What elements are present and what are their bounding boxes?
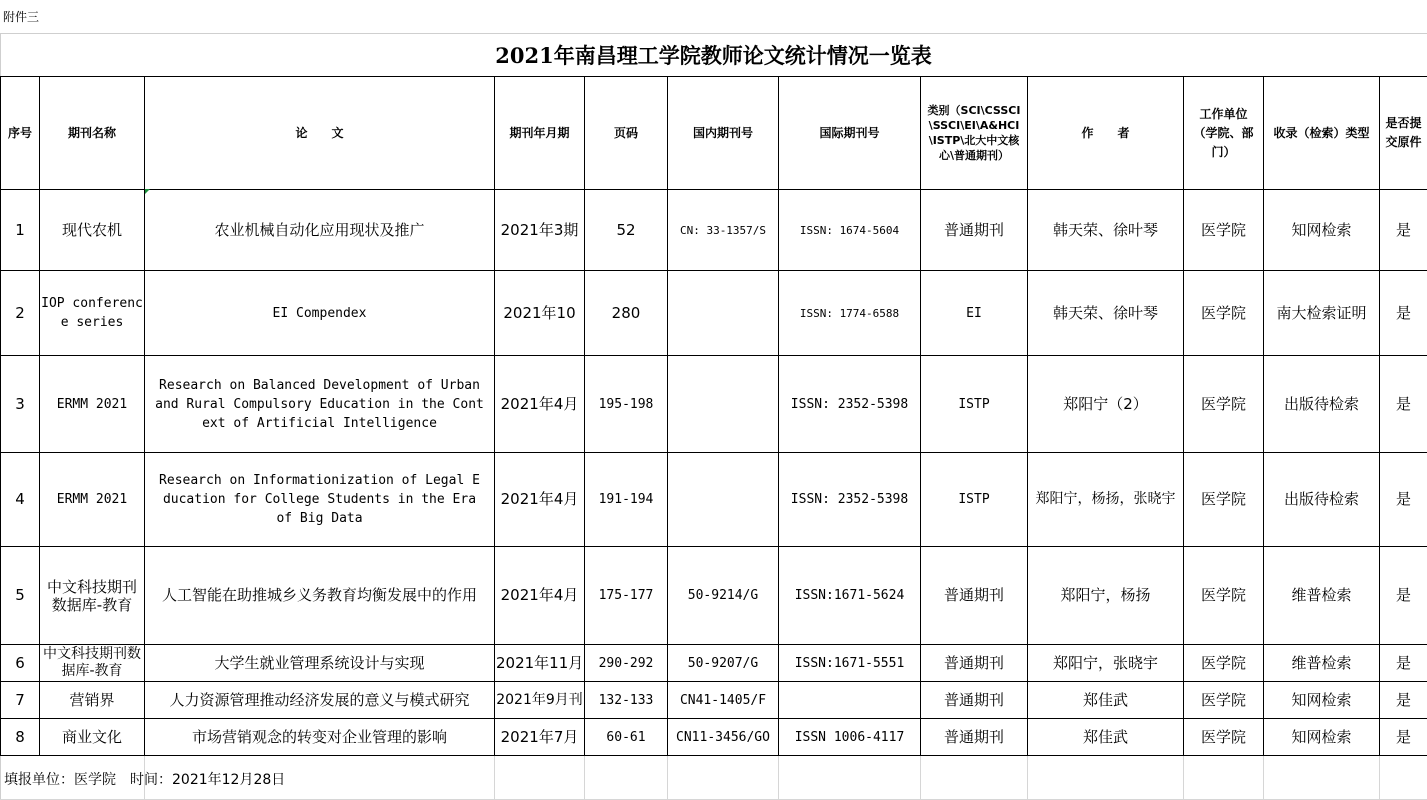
cell-date[interactable]: 2021年10 bbox=[495, 271, 585, 356]
cell-author[interactable]: 郑佳武 bbox=[1028, 682, 1184, 719]
table-row bbox=[1, 453, 1427, 547]
header-row bbox=[1, 77, 1427, 190]
cell-cn[interactable]: CN11-3456/GO bbox=[668, 719, 779, 756]
gridline bbox=[667, 756, 668, 800]
cell-issn[interactable] bbox=[779, 682, 921, 719]
cell-category[interactable]: ISTP bbox=[921, 453, 1028, 547]
footer bbox=[4, 769, 285, 789]
cell-pages[interactable]: 60-61 bbox=[585, 719, 668, 756]
gridline bbox=[1263, 756, 1264, 800]
cell-author[interactable]: 韩天荣、徐叶琴 bbox=[1028, 190, 1184, 271]
cell-index[interactable]: 知网检索 bbox=[1264, 719, 1380, 756]
header-issn: 国际期刊号 bbox=[779, 77, 921, 190]
cell-pages[interactable]: 52 bbox=[585, 190, 668, 271]
cell-no[interactable]: 6 bbox=[1, 645, 40, 682]
cell-paper[interactable]: Research on Informationization of Legal Education for College Students in the Era of Big Data bbox=[145, 453, 495, 547]
cell-paper[interactable]: 市场营销观念的转变对企业管理的影响 bbox=[145, 719, 495, 756]
cell-no[interactable]: 1 bbox=[1, 190, 40, 271]
table-row bbox=[1, 547, 1427, 645]
cell-cn[interactable] bbox=[668, 356, 779, 453]
table-row bbox=[1, 356, 1427, 453]
gridline bbox=[920, 756, 921, 800]
header-date: 期刊年月期 bbox=[495, 77, 585, 190]
cell-pages[interactable]: 280 bbox=[585, 271, 668, 356]
cell-index[interactable]: 维普检索 bbox=[1264, 547, 1380, 645]
cell-journal[interactable]: 营销界 bbox=[40, 682, 145, 719]
header-journal: 期刊名称 bbox=[40, 77, 145, 190]
cell-unit[interactable]: 医学院 bbox=[1184, 271, 1264, 356]
cell-original[interactable]: 是 bbox=[1380, 719, 1427, 756]
table-row bbox=[1, 190, 1427, 271]
cell-index[interactable]: 南大检索证明 bbox=[1264, 271, 1380, 356]
cell-category[interactable]: 普通期刊 bbox=[921, 547, 1028, 645]
footer-time: 时间：2021年12月28日 bbox=[130, 772, 286, 788]
cell-date[interactable]: 2021年7月 bbox=[495, 719, 585, 756]
cell-no[interactable]: 2 bbox=[1, 271, 40, 356]
attachment-label: 附件三 bbox=[3, 10, 40, 24]
cell-unit[interactable]: 医学院 bbox=[1184, 719, 1264, 756]
cell-date[interactable]: 2021年11月 bbox=[495, 645, 585, 682]
cell-category[interactable]: 普通期刊 bbox=[921, 719, 1028, 756]
cell-paper[interactable]: 大学生就业管理系统设计与实现 bbox=[145, 645, 495, 682]
cell-issn[interactable]: ISSN: 1774-6588 bbox=[779, 271, 921, 356]
cell-pages[interactable]: 191-194 bbox=[585, 453, 668, 547]
table-row bbox=[1, 682, 1427, 719]
cell-original[interactable]: 是 bbox=[1380, 271, 1427, 356]
table-row bbox=[1, 645, 1427, 682]
cell-author[interactable]: 郑阳宁，杨扬 bbox=[1028, 547, 1184, 645]
header-pages: 页码 bbox=[585, 77, 668, 190]
cell-issn[interactable]: ISSN: 2352-5398 bbox=[779, 356, 921, 453]
cell-pages[interactable]: 132-133 bbox=[585, 682, 668, 719]
cell-cn[interactable]: CN41-1405/F bbox=[668, 682, 779, 719]
cell-journal[interactable]: 商业文化 bbox=[40, 719, 145, 756]
cell-unit[interactable]: 医学院 bbox=[1184, 547, 1264, 645]
cell-author[interactable]: 韩天荣、徐叶琴 bbox=[1028, 271, 1184, 356]
cell-category[interactable]: 普通期刊 bbox=[921, 645, 1028, 682]
cell-index[interactable]: 知网检索 bbox=[1264, 190, 1380, 271]
cell-category[interactable]: ISTP bbox=[921, 356, 1028, 453]
cell-unit[interactable]: 医学院 bbox=[1184, 190, 1264, 271]
cell-paper[interactable]: 人力资源管理推动经济发展的意义与模式研究 bbox=[145, 682, 495, 719]
cell-original[interactable]: 是 bbox=[1380, 682, 1427, 719]
gridline bbox=[778, 756, 779, 800]
cell-paper[interactable]: 农业机械自动化应用现状及推广 bbox=[145, 190, 495, 271]
page-title: 2021年南昌理工学院教师论文统计情况一览表 bbox=[495, 43, 932, 68]
cell-no[interactable]: 4 bbox=[1, 453, 40, 547]
header-cn: 国内期刊号 bbox=[668, 77, 779, 190]
cell-category[interactable]: 普通期刊 bbox=[921, 682, 1028, 719]
cell-issn[interactable]: ISSN:1671-5551 bbox=[779, 645, 921, 682]
cell-unit[interactable]: 医学院 bbox=[1184, 356, 1264, 453]
gridline bbox=[1379, 756, 1380, 800]
cell-pages[interactable]: 175-177 bbox=[585, 547, 668, 645]
cell-pages[interactable]: 195-198 bbox=[585, 356, 668, 453]
cell-issn[interactable]: ISSN:1671-5624 bbox=[779, 547, 921, 645]
cell-original[interactable]: 是 bbox=[1380, 190, 1427, 271]
cell-journal[interactable]: ERMM 2021 bbox=[40, 453, 145, 547]
cell-author[interactable]: 郑阳宁，杨扬，张晓宇 bbox=[1028, 453, 1184, 547]
cell-date[interactable]: 2021年9月刊 bbox=[495, 682, 585, 719]
gridline bbox=[494, 756, 495, 800]
header-index: 收录（检索）类型 bbox=[1264, 77, 1380, 190]
header-unit: 工作单位（学院、部门） bbox=[1184, 77, 1264, 190]
cell-cn[interactable]: 50-9207/G bbox=[668, 645, 779, 682]
cell-author[interactable]: 郑阳宁（2） bbox=[1028, 356, 1184, 453]
cell-journal[interactable]: 中文科技期刊数据库-教育 bbox=[40, 547, 145, 645]
cell-date[interactable]: 2021年3期 bbox=[495, 190, 585, 271]
table-row bbox=[1, 719, 1427, 756]
cell-no[interactable]: 3 bbox=[1, 356, 40, 453]
gridline bbox=[1027, 756, 1028, 800]
cell-journal[interactable]: IOP conference series bbox=[40, 271, 145, 356]
cell-author[interactable]: 郑佳武 bbox=[1028, 719, 1184, 756]
cell-paper[interactable]: 人工智能在助推城乡义务教育均衡发展中的作用 bbox=[145, 547, 495, 645]
cell-journal[interactable]: 现代农机 bbox=[40, 190, 145, 271]
header-author: 作 者 bbox=[1028, 77, 1184, 190]
cell-category[interactable]: 普通期刊 bbox=[921, 190, 1028, 271]
comment-indicator-icon bbox=[145, 189, 150, 194]
cell-journal[interactable]: ERMM 2021 bbox=[40, 356, 145, 453]
cell-paper[interactable]: EI Compendex bbox=[145, 271, 495, 356]
cell-pages[interactable]: 290-292 bbox=[585, 645, 668, 682]
header-category: 类别（SCI\CSSCI\SSCI\EI\A&HCI\ISTP\北大中文核心\普通期刊） bbox=[921, 77, 1028, 190]
cell-original[interactable]: 是 bbox=[1380, 645, 1427, 682]
cell-index[interactable]: 知网检索 bbox=[1264, 682, 1380, 719]
gridline bbox=[1183, 756, 1184, 800]
cell-cn[interactable] bbox=[668, 453, 779, 547]
cell-index[interactable]: 出版待检索 bbox=[1264, 356, 1380, 453]
cell-no[interactable]: 7 bbox=[1, 682, 40, 719]
cell-original[interactable]: 是 bbox=[1380, 356, 1427, 453]
cell-cn[interactable] bbox=[668, 271, 779, 356]
cell-original[interactable]: 是 bbox=[1380, 547, 1427, 645]
header-original: 是否提交原件 bbox=[1380, 77, 1427, 190]
cell-journal[interactable]: 中文科技期刊数据库-教育 bbox=[40, 645, 145, 682]
cell-index[interactable]: 维普检索 bbox=[1264, 645, 1380, 682]
cell-no[interactable]: 5 bbox=[1, 547, 40, 645]
cell-author[interactable]: 郑阳宁，张晓宇 bbox=[1028, 645, 1184, 682]
cell-issn[interactable]: ISSN: 1674-5604 bbox=[779, 190, 921, 271]
gridline bbox=[584, 756, 585, 800]
cell-index[interactable]: 出版待检索 bbox=[1264, 453, 1380, 547]
cell-paper[interactable]: Research on Balanced Development of Urban and Rural Compulsory Education in the Context of Artificial Intelligence bbox=[145, 356, 495, 453]
cell-unit[interactable]: 医学院 bbox=[1184, 645, 1264, 682]
cell-cn[interactable]: 50-9214/G bbox=[668, 547, 779, 645]
cell-date[interactable]: 2021年4月 bbox=[495, 547, 585, 645]
cell-original[interactable]: 是 bbox=[1380, 453, 1427, 547]
cell-issn[interactable]: ISSN 1006-4117 bbox=[779, 719, 921, 756]
footer-unit: 填报单位：医学院 bbox=[4, 772, 116, 788]
cell-unit[interactable]: 医学院 bbox=[1184, 453, 1264, 547]
header-paper: 论 文 bbox=[145, 77, 495, 190]
cell-unit[interactable]: 医学院 bbox=[1184, 682, 1264, 719]
table-row bbox=[1, 271, 1427, 356]
cell-date[interactable]: 2021年4月 bbox=[495, 356, 585, 453]
cell-no[interactable]: 8 bbox=[1, 719, 40, 756]
cell-cn[interactable]: CN: 33-1357/S bbox=[668, 190, 779, 271]
statistics-table bbox=[0, 76, 1427, 756]
cell-category[interactable]: EI bbox=[921, 271, 1028, 356]
header-no: 序号 bbox=[1, 77, 40, 190]
cell-issn[interactable]: ISSN: 2352-5398 bbox=[779, 453, 921, 547]
cell-date[interactable]: 2021年4月 bbox=[495, 453, 585, 547]
